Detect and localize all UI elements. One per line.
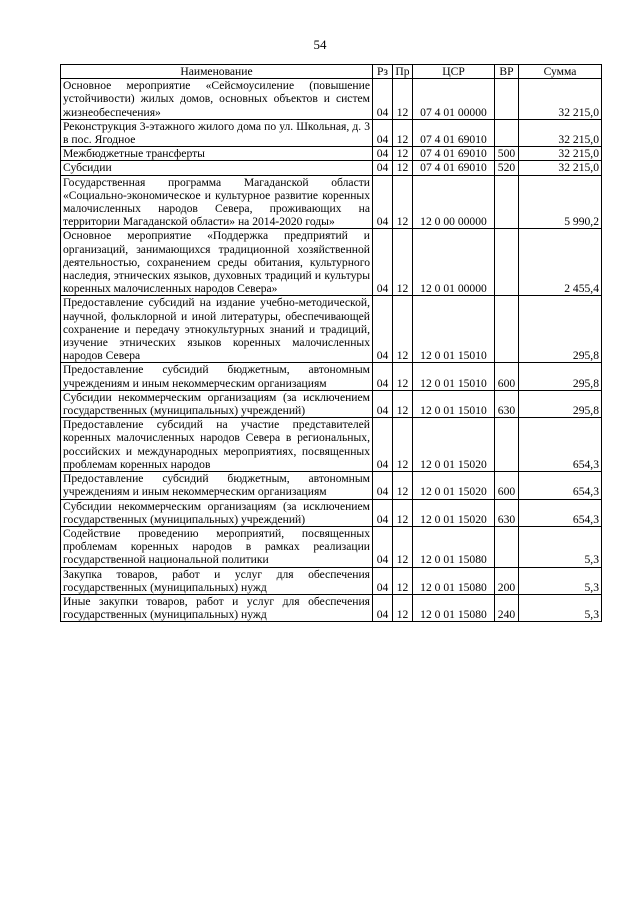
name-cell: Субсидии: [61, 161, 373, 175]
name-cell: Иные закупки товаров, работ и услуг для обеспечения государственных (муниципальных) нужд: [61, 594, 373, 621]
table-row: [61, 175, 602, 229]
table-row: [61, 526, 602, 567]
column-header-pr: Пр: [393, 65, 413, 79]
rz-cell: 04: [373, 147, 393, 161]
sum-cell: 295,8: [519, 390, 602, 417]
csr-cell: 12 0 01 15080: [413, 594, 495, 621]
rz-cell: 04: [373, 229, 393, 296]
table-row: [61, 390, 602, 417]
sum-cell: 295,8: [519, 296, 602, 363]
vr-cell: 500: [495, 147, 519, 161]
rz-cell: 04: [373, 119, 393, 146]
rz-cell: 04: [373, 526, 393, 567]
rz-cell: 04: [373, 499, 393, 526]
budget-table: [60, 64, 602, 622]
csr-cell: 12 0 01 15020: [413, 499, 495, 526]
vr-cell: 600: [495, 363, 519, 390]
name-cell: Содействие проведению мероприятий, посвященных проблемам коренных народов в рамках реализации государственной национальной политики: [61, 526, 373, 567]
sum-cell: 5,3: [519, 526, 602, 567]
vr-cell: 200: [495, 567, 519, 594]
pr-cell: 12: [393, 79, 413, 120]
rz-cell: 04: [373, 390, 393, 417]
sum-cell: 2 455,4: [519, 229, 602, 296]
csr-cell: 12 0 01 15080: [413, 526, 495, 567]
pr-cell: 12: [393, 567, 413, 594]
csr-cell: 12 0 01 00000: [413, 229, 495, 296]
sum-cell: 5,3: [519, 594, 602, 621]
table-row: [61, 79, 602, 120]
sum-cell: 32 215,0: [519, 79, 602, 120]
name-cell: Субсидии некоммерческим организациям (за исключением государственных (муниципальных) учреждений): [61, 390, 373, 417]
table-row: [61, 161, 602, 175]
csr-cell: 07 4 01 69010: [413, 161, 495, 175]
name-cell: Предоставление субсидий бюджетным, автономным учреждениям и иным некоммерческим организациям: [61, 472, 373, 499]
pr-cell: 12: [393, 390, 413, 417]
csr-cell: 07 4 01 00000: [413, 79, 495, 120]
column-header-name: Наименование: [61, 65, 373, 79]
pr-cell: 12: [393, 161, 413, 175]
table-header-row: [61, 65, 602, 79]
name-cell: Основное мероприятие «Поддержка предприятий и организаций, занимающихся традиционной хозяйственной деятельностью, сохранением среды обитания, культурного наследия, этнических языков, духовных традиций и культуры коренных малочисленных народов Севера»: [61, 229, 373, 296]
name-cell: Закупка товаров, работ и услуг для обеспечения государственных (муниципальных) нужд: [61, 567, 373, 594]
column-header-vr: ВР: [495, 65, 519, 79]
pr-cell: 12: [393, 418, 413, 472]
csr-cell: 12 0 01 15020: [413, 418, 495, 472]
name-cell: Реконструкция 3-этажного жилого дома по ул. Школьная, д. 3 в пос. Ягодное: [61, 119, 373, 146]
vr-cell: [495, 296, 519, 363]
table-row: [61, 472, 602, 499]
rz-cell: 04: [373, 161, 393, 175]
rz-cell: 04: [373, 567, 393, 594]
name-cell: Межбюджетные трансферты: [61, 147, 373, 161]
vr-cell: [495, 175, 519, 229]
csr-cell: 07 4 01 69010: [413, 119, 495, 146]
pr-cell: 12: [393, 175, 413, 229]
page-number: 54: [313, 37, 327, 52]
sum-cell: 32 215,0: [519, 161, 602, 175]
pr-cell: 12: [393, 499, 413, 526]
sum-cell: 5 990,2: [519, 175, 602, 229]
vr-cell: 630: [495, 390, 519, 417]
vr-cell: 520: [495, 161, 519, 175]
rz-cell: 04: [373, 594, 393, 621]
table-row: [61, 147, 602, 161]
sum-cell: 654,3: [519, 472, 602, 499]
sum-cell: 654,3: [519, 499, 602, 526]
sum-cell: 654,3: [519, 418, 602, 472]
pr-cell: 12: [393, 526, 413, 567]
pr-cell: 12: [393, 363, 413, 390]
table-row: [61, 594, 602, 621]
name-cell: Предоставление субсидий бюджетным, автономным учреждениям и иным некоммерческим организациям: [61, 363, 373, 390]
pr-cell: 12: [393, 296, 413, 363]
name-cell: Предоставление субсидий на участие представителей коренных малочисленных народов Севера в региональных, российских и международных мероприятиях, посвященных проблемам коренных народов: [61, 418, 373, 472]
pr-cell: 12: [393, 472, 413, 499]
pr-cell: 12: [393, 594, 413, 621]
csr-cell: 12 0 01 15020: [413, 472, 495, 499]
rz-cell: 04: [373, 79, 393, 120]
vr-cell: 240: [495, 594, 519, 621]
csr-cell: 12 0 01 15010: [413, 363, 495, 390]
table-row: [61, 567, 602, 594]
rz-cell: 04: [373, 363, 393, 390]
csr-cell: 12 0 01 15080: [413, 567, 495, 594]
sum-cell: 295,8: [519, 363, 602, 390]
sum-cell: 32 215,0: [519, 119, 602, 146]
name-cell: Государственная программа Магаданской области «Социально-экономическое и культурное развитие коренных малочисленных народов Севера, проживающих на территории Магаданской области» на 2014-2020 годы»: [61, 175, 373, 229]
pr-cell: 12: [393, 119, 413, 146]
rz-cell: 04: [373, 296, 393, 363]
sum-cell: 32 215,0: [519, 147, 602, 161]
table-body: [61, 79, 602, 622]
vr-cell: [495, 119, 519, 146]
table-row: [61, 296, 602, 363]
name-cell: Предоставление субсидий на издание учебно-методической, научной, фольклорной и иной литературы, обеспечивающей сохранение и передачу этнокультурных знаний и традиций, изучение этнических языков коренных малочисленных народов Севера: [61, 296, 373, 363]
pr-cell: 12: [393, 229, 413, 296]
table-row: [61, 499, 602, 526]
vr-cell: [495, 526, 519, 567]
rz-cell: 04: [373, 472, 393, 499]
table-row: [61, 229, 602, 296]
vr-cell: [495, 229, 519, 296]
column-header-rz: Рз: [373, 65, 393, 79]
column-header-csr: ЦСР: [413, 65, 495, 79]
sum-cell: 5,3: [519, 567, 602, 594]
csr-cell: 12 0 00 00000: [413, 175, 495, 229]
csr-cell: 07 4 01 69010: [413, 147, 495, 161]
csr-cell: 12 0 01 15010: [413, 296, 495, 363]
rz-cell: 04: [373, 175, 393, 229]
table-row: [61, 418, 602, 472]
pr-cell: 12: [393, 147, 413, 161]
column-header-sum: Сумма: [519, 65, 602, 79]
table-row: [61, 119, 602, 146]
vr-cell: [495, 79, 519, 120]
vr-cell: 600: [495, 472, 519, 499]
csr-cell: 12 0 01 15010: [413, 390, 495, 417]
table-row: [61, 363, 602, 390]
vr-cell: 630: [495, 499, 519, 526]
name-cell: Субсидии некоммерческим организациям (за исключением государственных (муниципальных) учреждений): [61, 499, 373, 526]
vr-cell: [495, 418, 519, 472]
name-cell: Основное мероприятие «Сейсмоусиление (повышение устойчивости) жилых домов, основных объектов и систем жизнеобеспечения»: [61, 79, 373, 120]
rz-cell: 04: [373, 418, 393, 472]
